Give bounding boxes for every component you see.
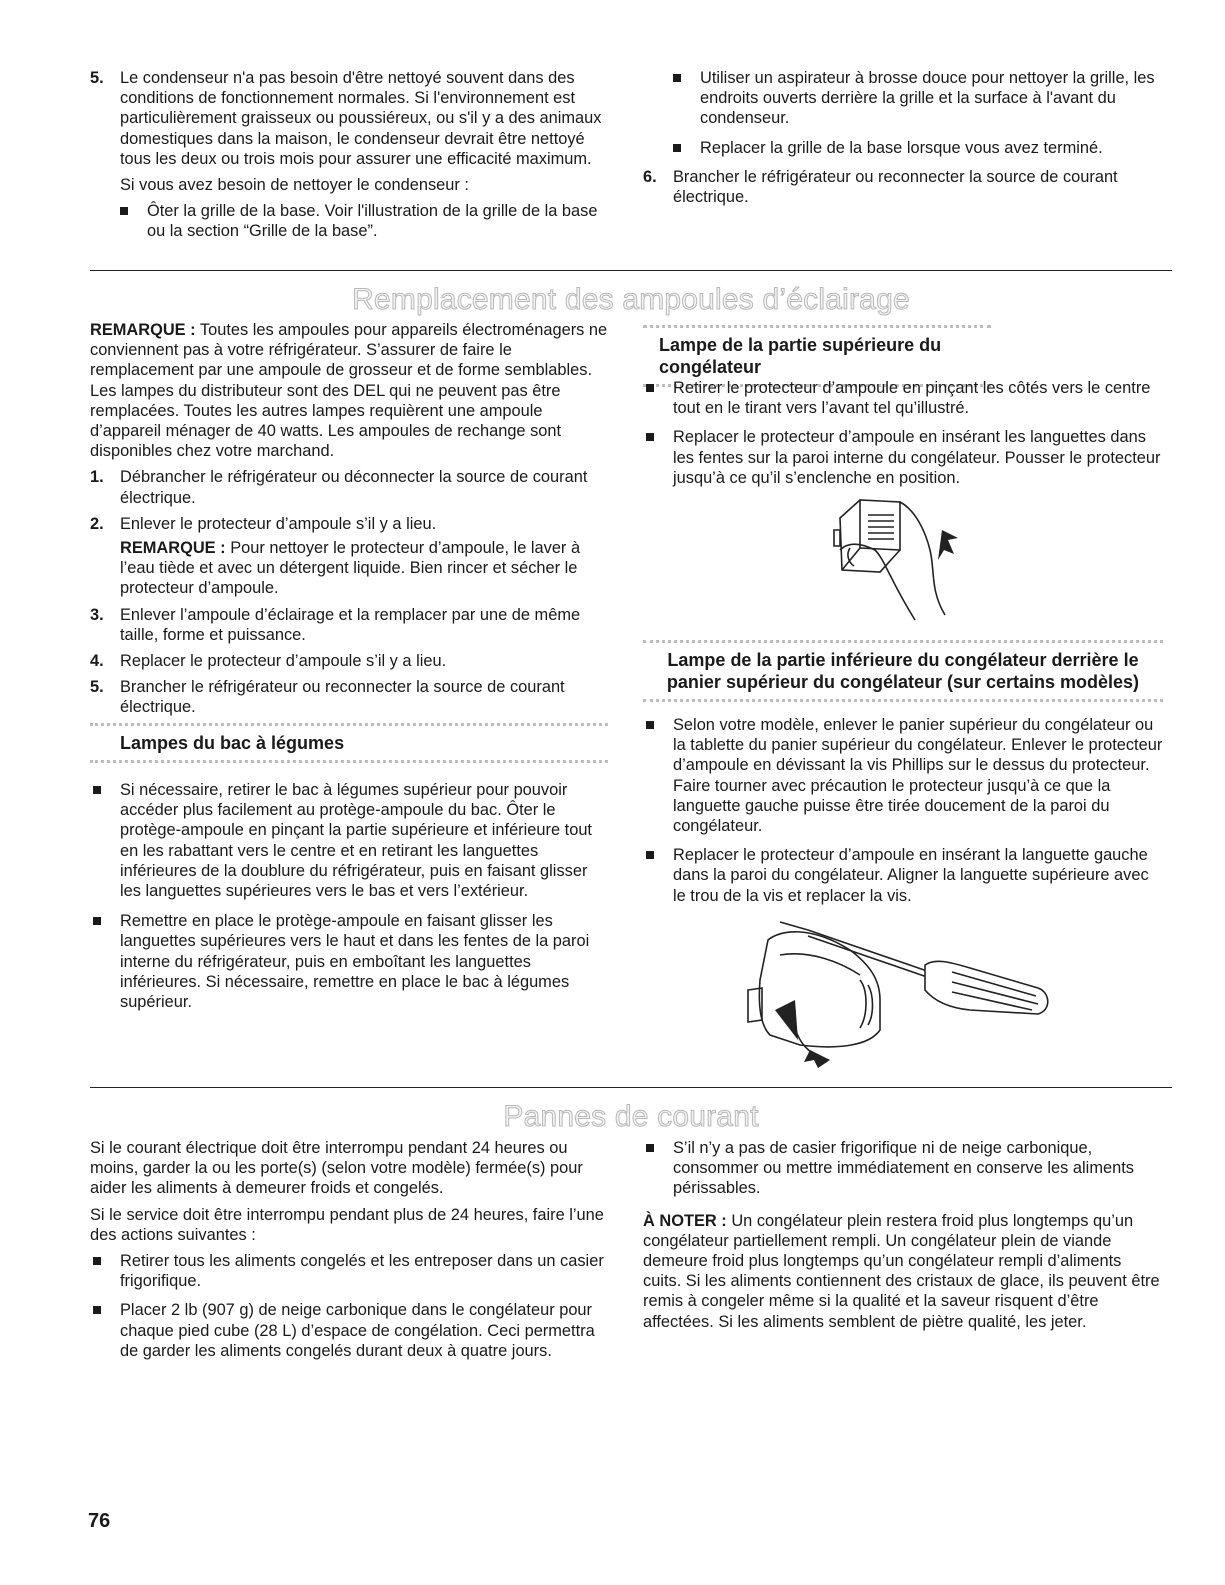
step-text: Enlever l’ampoule d’éclairage et la remplacer par une de même taille, forme et puissance. <box>120 605 581 644</box>
bullet-item <box>90 780 610 901</box>
bullet-text: Remettre en place le protège-ampoule en faisant glisser les languettes supérieures vers le haut et dans les fentes de la paroi interne du réfrigérateur, puis en emboîtant les languettes inférieures. Si nécessaire, remettre en place le bac à légumes supérieur. <box>120 912 590 1012</box>
bullet-text: Si nécessaire, retirer le bac à légumes supérieur pour pouvoir accéder plus facilement au protège-ampoule du bac. Ôter le protège-ampoule en pinçant la partie supérieure et inférieure tout en les rabattant vers le centre et en retirant les languettes inférieures de la doublure du réfrigérateur, puis en faisant glisser les languettes supérieures vers le bas et vers l’extérieur. <box>120 781 592 901</box>
bullet-item <box>90 201 610 241</box>
bullet-item <box>643 138 1163 158</box>
bullet-text: Selon votre modèle, enlever le panier supérieur du congélateur ou la tablette du panier supérieur du congélateur. Enlever le protecteur d’ampoule en dévissant la vis Phillips sur le dessus du protecteur. Faire tourner avec précaution le protecteur jusqu’à ce que la languette gauche puisse être tirée doucement de la paroi du congélateur. <box>673 716 1163 836</box>
step-number: 2. <box>90 514 104 533</box>
step-text: Replacer le protecteur d’ampoule s’il y a lieu. <box>120 652 447 671</box>
section-divider <box>90 270 1172 271</box>
bullet-item <box>90 1251 610 1291</box>
bullet-text: Retirer le protecteur d’ampoule en pinçant les côtés vers le centre tout en le tirant vers l’avant tel qu’illustré. <box>673 379 1151 418</box>
step-number: 1. <box>90 468 104 487</box>
bullet-text: Ôter la grille de la base. Voir l'illustration de la grille de la base ou la section “Grille de la base”. <box>147 202 598 241</box>
top-right-column <box>643 68 1163 213</box>
condenser-intro: Si vous avez besoin de nettoyer le condenseur : <box>120 176 469 195</box>
page-number: 76 <box>88 1510 111 1532</box>
step-text: Le condenseur n'a pas besoin d'être nettoyé souvent dans des conditions de fonctionnement normales. Si l'environnement est particulièrement graisseux ou poussiéreux, ou s'il y a des animaux domestiques dans la maison, le condenseur devrait être nettoyé tous les deux ou trois mois pour assurer une efficacité maximum. <box>120 69 602 168</box>
power-right-column <box>643 1138 1163 1332</box>
section-title-power: Pannes de courant <box>503 1100 759 1133</box>
bullet-text: Placer 2 lb (907 g) de neige carbonique dans le congélateur pour chaque pied cube (28 L) d’espace de congélation. Ceci permettra de garder les aliments congelés durant deux à quatre jours. <box>120 1301 595 1360</box>
power-left-column <box>90 1138 610 1370</box>
lamp-step <box>90 514 610 534</box>
step-number: 6. <box>643 167 657 186</box>
lower-freezer-bullets <box>643 715 1163 915</box>
power-paragraph: Si le courant électrique doit être interrompu pendant 24 heures ou moins, garder la ou les porte(s) (selon votre modèle) fermée(s) pour aider les aliments à demeurer froids et congelés. <box>90 1139 583 1198</box>
crisper-bullets <box>90 780 610 1021</box>
step-text: Débrancher le réfrigérateur ou déconnecter la source de courant électrique. <box>120 468 588 507</box>
bullet-text: S’il n’y a pas de casier frigorifique ni de neige carbonique, consommer ou mettre immédiatement en conserve les aliments périssables. <box>673 1139 1134 1198</box>
bullet-item <box>90 911 610 1012</box>
condenser-step-5 <box>90 68 610 169</box>
bullet-text: Replacer le protecteur d’ampoule en insérant les languettes dans les fentes sur la paroi interne du congélateur. Pousser le protecteur jusqu’à ce qu’il s’enclenche en position. <box>673 428 1161 487</box>
note-text: Un congélateur plein restera froid plus longtemps qu’un congélateur partiellement rempli. Un congélateur plein de viande demeure froid plus longtemps qu’un congélateur rempli d’aliments cuits. Si les aliments contiennent des cristaux de glace, ils peuvent être remis à congeler même si la qualité et la saveur risquent d’être affectées. Si les aliments semblent de piètre qualité, les jeter. <box>643 1211 1160 1331</box>
note-text: Toutes les ampoules pour appareils électroménagers ne conviennent pas à votre réfrigérateur. S’assurer de faire le remplacement par une ampoule de grosseur et de forme semblables. Les lampes du distributeur sont des DEL qui ne peuvent pas être remplacées. Toutes les autres lampes requièrent une ampoule d’appareil ménager de 40 watts. Les ampoules de rechange sont disponibles chez votre marchand. <box>90 321 608 461</box>
lower-freezer-lamp-heading <box>643 640 1163 702</box>
note-label: REMARQUE : <box>120 539 226 558</box>
note-label: À NOTER : <box>643 1211 727 1230</box>
step-text: Brancher le réfrigérateur ou reconnecter la source de courant électrique. <box>120 678 565 717</box>
note-label: REMARQUE : <box>90 321 196 339</box>
step-text: Enlever le protecteur d’ampoule s’il y a lieu. <box>120 514 437 533</box>
step-number: 5. <box>90 678 104 697</box>
step-number: 4. <box>90 652 104 671</box>
lamps-left-column <box>90 320 610 724</box>
crisper-lamps-heading: Lampes du bac à légumes <box>90 723 608 763</box>
bullet-item <box>643 845 1163 906</box>
lamp-step <box>90 651 610 671</box>
heading-line: panier supérieur du congélateur (sur certains modèles) <box>666 672 1140 692</box>
upper-freezer-bullets <box>643 378 1163 497</box>
step-text: Brancher le réfrigérateur ou reconnecter la source de courant électrique. <box>673 167 1118 207</box>
power-note <box>643 1211 1163 1332</box>
bullet-item <box>643 1138 1163 1199</box>
lamp-step <box>90 467 610 507</box>
step2-note <box>90 538 610 599</box>
bullet-item <box>643 427 1163 488</box>
bullet-text: Replacer le protecteur d’ampoule en insérant la languette gauche dans la paroi du congélateur. Aligner la languette supérieure avec le trou de la vis et replacer la vis. <box>673 846 1149 905</box>
bullet-text: Utiliser un aspirateur à brosse douce pour nettoyer la grille, les endroits ouverts derrière la grille et la surface à l'avant du condenseur. <box>700 69 1155 128</box>
screwdriver-light-shield-illustration <box>720 910 1060 1080</box>
lamp-step <box>90 677 610 717</box>
bullet-item <box>643 715 1163 836</box>
section-title-lamps: Remplacement des ampoules d’éclairage <box>352 283 910 316</box>
section-divider <box>90 1087 1172 1088</box>
condenser-step-6 <box>643 167 1163 207</box>
top-left-column <box>90 68 610 251</box>
note-text: Pour nettoyer le protecteur d’ampoule, le laver à l’eau tiède et avec un détergent liquide. Bien rincer et sécher le protecteur d’ampoule. <box>120 539 581 598</box>
upper-freezer-lamp-heading: Lampe de la partie supérieure du congélateur <box>643 325 991 387</box>
bullet-text: Replacer la grille de la base lorsque vous avez terminé. <box>700 138 1103 157</box>
lamp-step <box>90 605 610 645</box>
power-paragraph: Si le service doit être interrompu pendant plus de 24 heures, faire l’une des actions suivantes : <box>90 1205 604 1244</box>
hand-light-shield-illustration <box>820 490 980 630</box>
step-number: 3. <box>90 605 104 624</box>
heading-line: Lampe de la partie inférieure du congélateur derrière le <box>667 650 1139 670</box>
lamps-note <box>90 320 610 461</box>
step-number: 5. <box>90 69 104 87</box>
bullet-item <box>643 68 1163 129</box>
bullet-item <box>90 1300 610 1361</box>
bullet-text: Retirer tous les aliments congelés et les entreposer dans un casier frigorifique. <box>120 1252 604 1291</box>
bullet-item <box>643 378 1163 418</box>
